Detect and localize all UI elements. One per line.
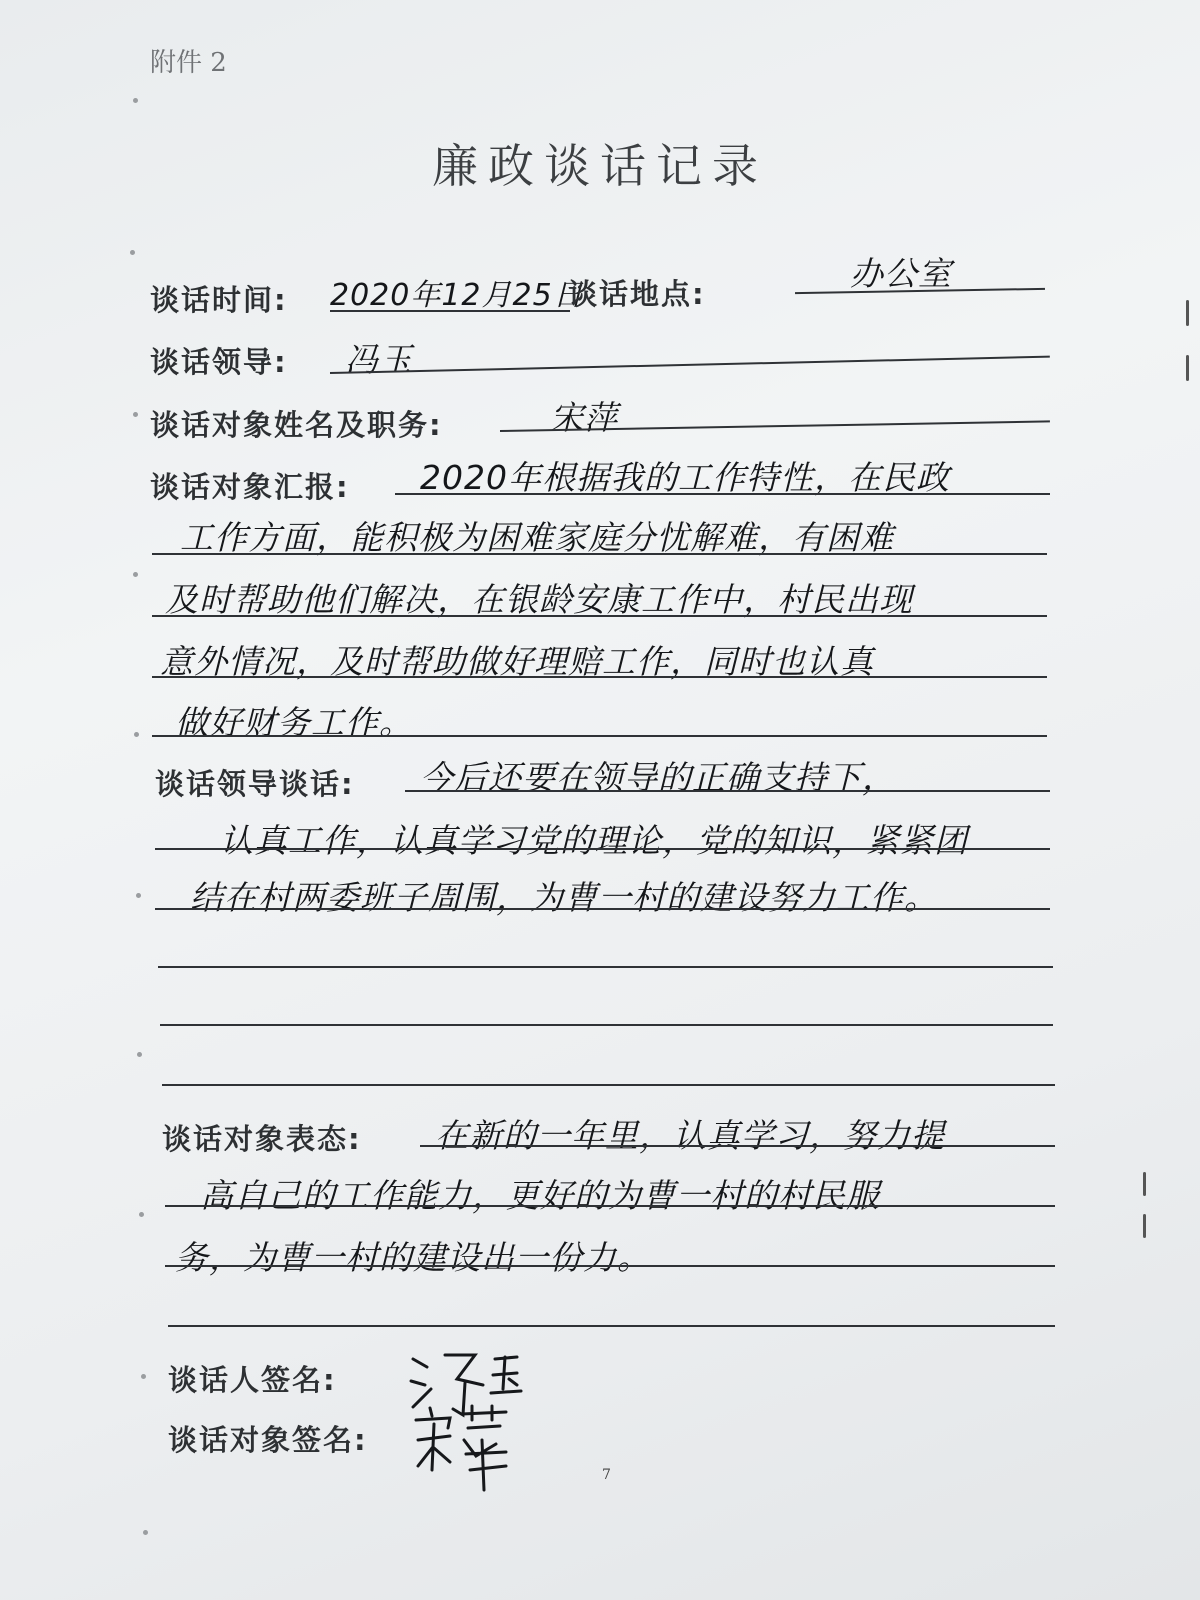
blank-line-4 [168,1325,1055,1327]
margin-dot [137,1052,142,1057]
report-line-1: 2020年根据我的工作特性，在民政 [420,458,950,497]
signer-label: 谈话人签名: [168,1363,337,1397]
talk-label: 谈话领导谈话: [155,767,355,801]
document-title: 廉政谈话记录 [432,139,768,193]
report-line-2: 工作方面，能积极为困难家庭分忧解难，有困难 [180,518,894,557]
report-underline-5 [152,735,1047,737]
talk-line-2: 认真工作，认真学习党的理论，党的知识，紧紧团 [220,821,968,860]
report-underline-1 [395,493,1050,495]
leader-underline [330,356,1050,374]
margin-dot [133,98,138,103]
report-underline-2 [152,553,1047,555]
report-line-5: 做好财务工作。 [175,703,413,742]
talk-line-1: 今后还要在领导的正确支持下， [420,758,896,797]
report-label: 谈话对象汇报: [150,470,350,504]
talk-underline-1 [405,790,1050,792]
talk-underline-3 [155,908,1050,910]
statement-line-1: 在新的一年里，认真学习，努力提 [435,1116,945,1155]
talk-line-3: 结在村两委班子周围，为曹一村的建设努力工作。 [190,878,938,917]
subject-label: 谈话对象姓名及职务: [150,408,443,442]
time-underline [330,310,570,312]
place-value: 办公室 [850,254,952,293]
time-value: 2020年12月25日 [330,278,584,313]
statement-underline-2 [165,1205,1055,1207]
subject-sign-label: 谈话对象签名: [168,1423,368,1457]
statement-label: 谈话对象表态: [162,1122,362,1156]
margin-dot [136,893,141,898]
statement-underline-1 [420,1145,1055,1147]
report-underline-3 [152,615,1047,617]
blank-line-3 [162,1084,1055,1086]
blank-line-1 [158,966,1053,968]
subject-signature [410,1400,530,1495]
statement-line-2: 高自己的工作能力，更好的为曹一村的村民服 [200,1176,880,1215]
margin-dot [133,572,138,577]
subject-value: 宋萍 [550,398,618,437]
page-number: 7 [602,1467,611,1483]
binding-mark [1143,1172,1146,1196]
report-line-4: 意外情况，及时帮助做好理赔工作，同时也认真 [160,642,874,681]
statement-line-3: 务，为曹一村的建设出一份力。 [175,1238,651,1277]
report-line-3: 及时帮助他们解决，在银龄安康工作中，村民出现 [165,580,913,619]
margin-dot [141,1374,146,1379]
leader-value: 冯玉 [345,340,413,379]
binding-mark [1143,1214,1146,1238]
margin-dot [134,732,139,737]
annex-label: 附件 2 [150,48,227,78]
margin-dot [133,412,138,417]
margin-dot [130,250,135,255]
binding-mark [1186,300,1189,326]
leader-label: 谈话领导: [150,345,288,379]
margin-dot [139,1212,144,1217]
talk-underline-2 [155,848,1050,850]
report-underline-4 [152,676,1047,678]
time-label: 谈话时间: [150,283,288,317]
place-label: 谈话地点: [568,277,706,311]
statement-underline-3 [165,1265,1055,1267]
blank-line-2 [160,1024,1053,1026]
margin-dot [143,1530,148,1535]
binding-mark [1186,355,1189,381]
